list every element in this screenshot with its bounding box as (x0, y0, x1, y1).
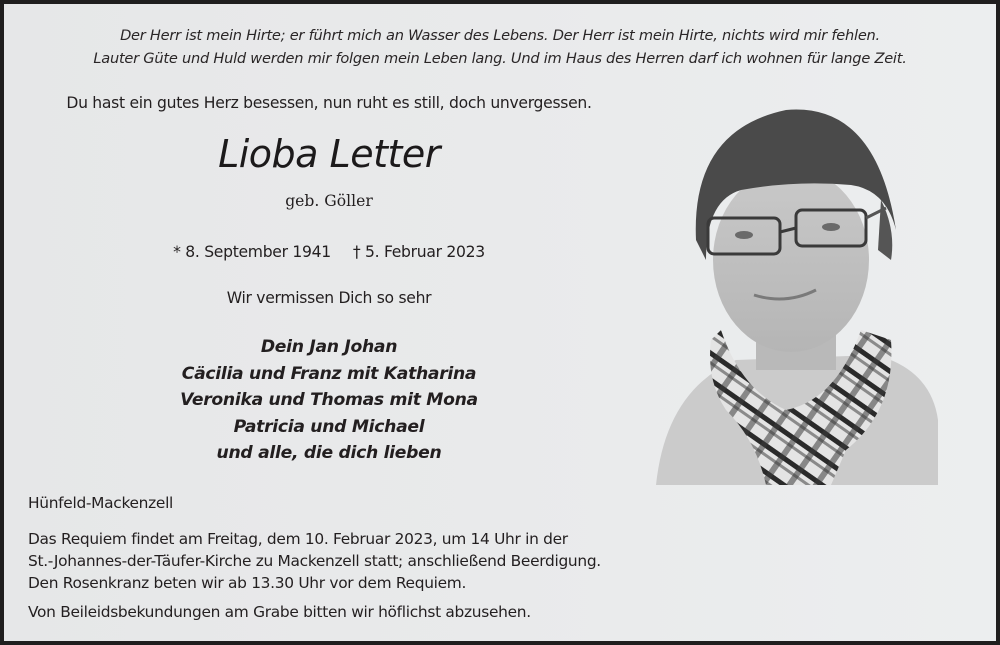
requiem-line: Den Rosenkranz beten wir ab 13.30 Uhr vor dem Requiem. (28, 574, 467, 592)
family-member: Dein Jan Johan (260, 337, 398, 357)
birth-date: * 8. September 1941 (173, 243, 331, 261)
requiem-line: St.-Johannes-der-Täufer-Kirche zu Mackenzell statt; anschließend Beerdigung. (28, 552, 601, 570)
family-member: und alle, die dich lieben (216, 443, 442, 463)
miss-line: Wir vermissen Dich so sehr (226, 289, 432, 307)
psalm-line-2: Lauter Güte und Huld werden mir folgen mein Leben lang. Und im Haus des Herren darf ich wohnen für lange Zeit. (93, 50, 907, 67)
family-member: Cäcilia und Franz mit Katharina (181, 363, 477, 384)
condolence-note: Von Beileidsbekundungen am Grabe bitten wir höflichst abzusehen. (28, 603, 531, 621)
portrait-image-icon (646, 90, 946, 490)
requiem-line: Das Requiem findet am Freitag, dem 10. Februar 2023, um 14 Uhr in der (28, 530, 568, 548)
life-dates (64, 243, 594, 261)
family-member: Veronika und Thomas mit Mona (180, 390, 478, 410)
death-date: † 5. Februar 2023 (352, 243, 485, 261)
place: Hünfeld-Mackenzell (28, 494, 174, 512)
portrait-photo (646, 90, 946, 490)
psalm-line-1: Der Herr ist mein Hirte; er führt mich an Wasser des Lebens. Der Herr ist mein Hirte, nichts wird mir fehlen. (120, 27, 880, 44)
requiem-info (28, 528, 601, 594)
motto: Du hast ein gutes Herz besessen, nun ruht es still, doch unvergessen. (66, 94, 592, 112)
family-list (64, 334, 594, 467)
maiden-name: geb. Göller (285, 192, 373, 210)
deceased-name: Lioba Letter (218, 132, 440, 176)
family-member: Patricia und Michael (233, 416, 425, 437)
psalm-quote (4, 24, 996, 70)
obituary-card (4, 4, 996, 641)
